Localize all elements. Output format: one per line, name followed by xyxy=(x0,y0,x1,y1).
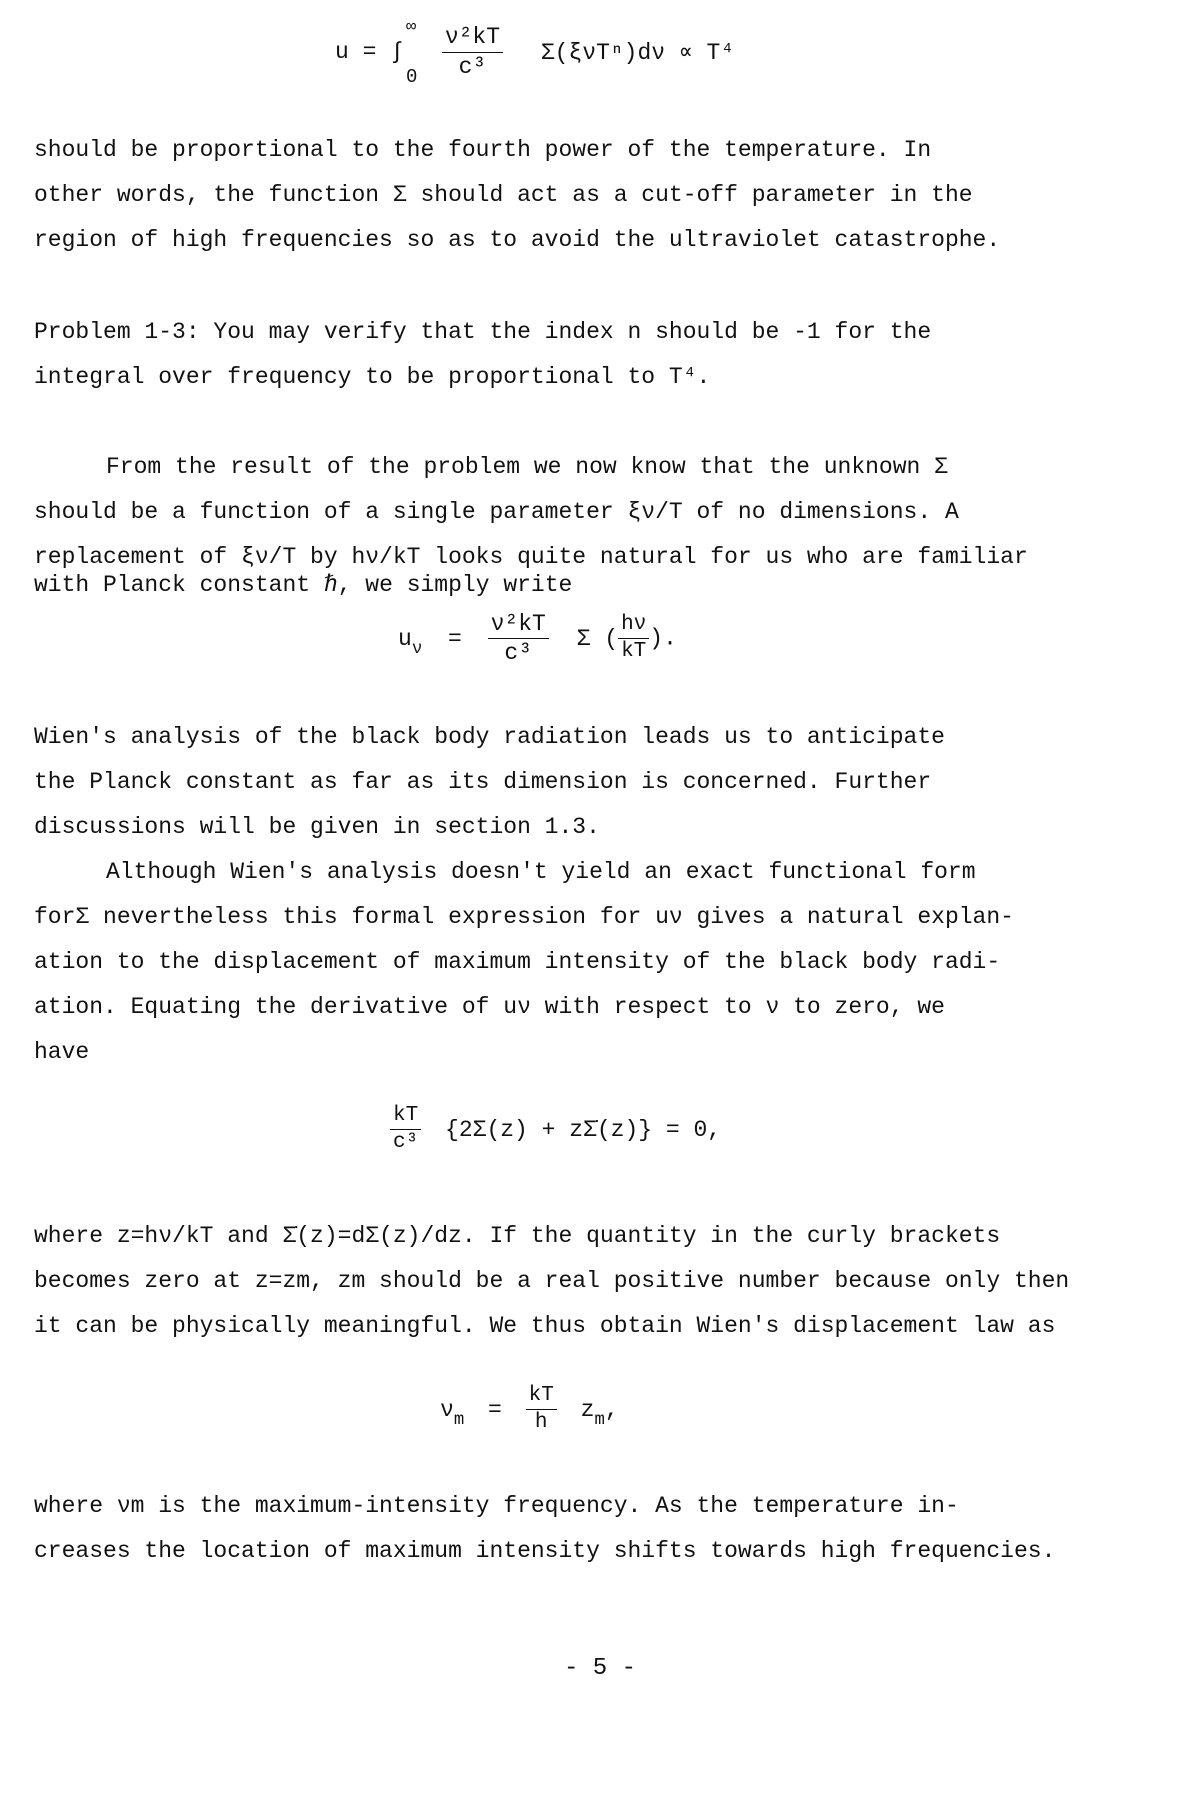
text-line: with Planck constant ℏ, we simply write xyxy=(34,572,573,598)
text-line: becomes zero at z=zm, zm should be a real positive number because only then xyxy=(34,1268,1070,1294)
eq2-equals: = xyxy=(447,625,462,652)
equation-derivative-zero xyxy=(390,1105,721,1154)
eq4-fraction xyxy=(526,1385,557,1434)
eq4-fraction-numerator: kT xyxy=(526,1385,557,1410)
text-line: should be a function of a single parameter ξν/T of no dimensions. A xyxy=(34,499,959,525)
eq3-fraction-denominator: c³ xyxy=(393,1131,419,1155)
eq4-rhs-symbol: z xyxy=(580,1396,595,1423)
text-line: From the result of the problem we now know that the unknown Σ xyxy=(106,454,948,480)
eq4-lhs-symbol: ν xyxy=(440,1396,454,1423)
eq3-body: {2Σ(z) + zΣ̇(z)} = 0, xyxy=(445,1116,722,1143)
eq4-equals: = xyxy=(487,1396,502,1423)
paragraph-cutoff xyxy=(34,128,1000,263)
equation-u-nu xyxy=(398,612,677,665)
text-line: Although Wien's analysis doesn't yield an exact functional form xyxy=(106,859,976,885)
text-line: forΣ nevertheless this formal expression for uν gives a natural explan- xyxy=(34,904,1014,930)
text-line: Wien's analysis of the black body radiation leads us to anticipate xyxy=(34,724,945,750)
text-line: creases the location of maximum intensity shifts towards high frequencies. xyxy=(34,1538,1056,1564)
text-line: other words, the function Σ should act as a cut-off parameter in the xyxy=(34,182,973,208)
paragraph-displacement-explanation xyxy=(34,850,1014,1075)
eq2-sigma: Σ ( xyxy=(576,625,619,652)
eq3-fraction-numerator: kT xyxy=(390,1105,421,1130)
eq2-close: ). xyxy=(649,625,677,652)
eq1-fraction-denominator: c³ xyxy=(458,53,487,80)
paragraph-maximum-intensity xyxy=(34,1484,1055,1574)
text-line: where z=hν/kT and Σ̇(z)=dΣ(z)/dz. If the quantity in the curly brackets xyxy=(34,1223,1001,1249)
eq4-lhs-subscript: m xyxy=(453,1410,465,1430)
eq1-fraction-numerator: ν²kT xyxy=(442,25,503,52)
eq2-fraction-numerator: ν²kT xyxy=(488,612,549,639)
text-line: ation. Equating the derivative of uν with respect to ν to zero, we xyxy=(34,994,945,1020)
eq2-fraction xyxy=(488,612,549,665)
text-line: discussions will be given in section 1.3. xyxy=(34,814,600,840)
text-line: Problem 1-3: You may verify that the index n should be -1 for the xyxy=(34,319,932,345)
eq2-fraction-denominator: c³ xyxy=(504,640,533,667)
text-line: where νm is the maximum-intensity frequency. As the temperature in- xyxy=(34,1493,959,1519)
eq4-rhs xyxy=(580,1396,619,1430)
eq2-lhs xyxy=(398,625,423,659)
eq1-upper-limit: ∞ xyxy=(406,18,417,37)
text-line: the Planck constant as far as its dimension is concerned. Further xyxy=(34,769,932,795)
eq2-lhs-subscript: ν xyxy=(411,639,423,659)
eq1-rhs: Σ(ξνTⁿ)dν ∝ T⁴ xyxy=(540,39,735,66)
eq2-lhs-symbol: u xyxy=(398,625,412,652)
text-line: should be proportional to the fourth power of the temperature. In xyxy=(34,137,932,163)
text-line: ation to the displacement of maximum intensity of the black body radi- xyxy=(34,949,1001,975)
eq1-lower-limit: 0 xyxy=(406,66,418,88)
paragraph-wien-analysis xyxy=(34,715,945,850)
paragraph-single-parameter xyxy=(34,445,1028,580)
eq3-fraction xyxy=(390,1105,421,1154)
paragraph-curly-brackets xyxy=(34,1214,1069,1349)
eq4-fraction-denominator: h xyxy=(534,1411,548,1435)
page-number: - 5 - xyxy=(563,1655,636,1682)
text-line: region of high frequencies so as to avoid the ultraviolet catastrophe. xyxy=(34,227,1001,253)
eq4-rhs-subscript: m xyxy=(594,1410,605,1430)
equation-energy-density-integral xyxy=(335,18,735,88)
text-line: integral over frequency to be proportional to T⁴. xyxy=(34,364,711,390)
eq4-lhs xyxy=(440,1396,465,1430)
problem-1-3 xyxy=(34,310,931,400)
eq2-argument-numerator: hν xyxy=(618,614,649,639)
eq2-argument-fraction xyxy=(618,614,649,663)
text-line: replacement of ξν/T by hν/kT looks quite natural for us who are familiar xyxy=(34,544,1028,570)
text-line: have xyxy=(34,1039,90,1065)
eq1-fraction xyxy=(442,25,503,78)
paragraph-single-parameter-continued xyxy=(34,571,572,600)
equation-wien-displacement-law xyxy=(440,1385,619,1434)
eq4-tail: , xyxy=(604,1396,619,1423)
eq2-argument-denominator: kT xyxy=(621,640,647,664)
text-line: it can be physically meaningful. We thus obtain Wien's displacement law as xyxy=(34,1313,1056,1339)
eq1-lhs: u = ∫ xyxy=(335,39,405,66)
